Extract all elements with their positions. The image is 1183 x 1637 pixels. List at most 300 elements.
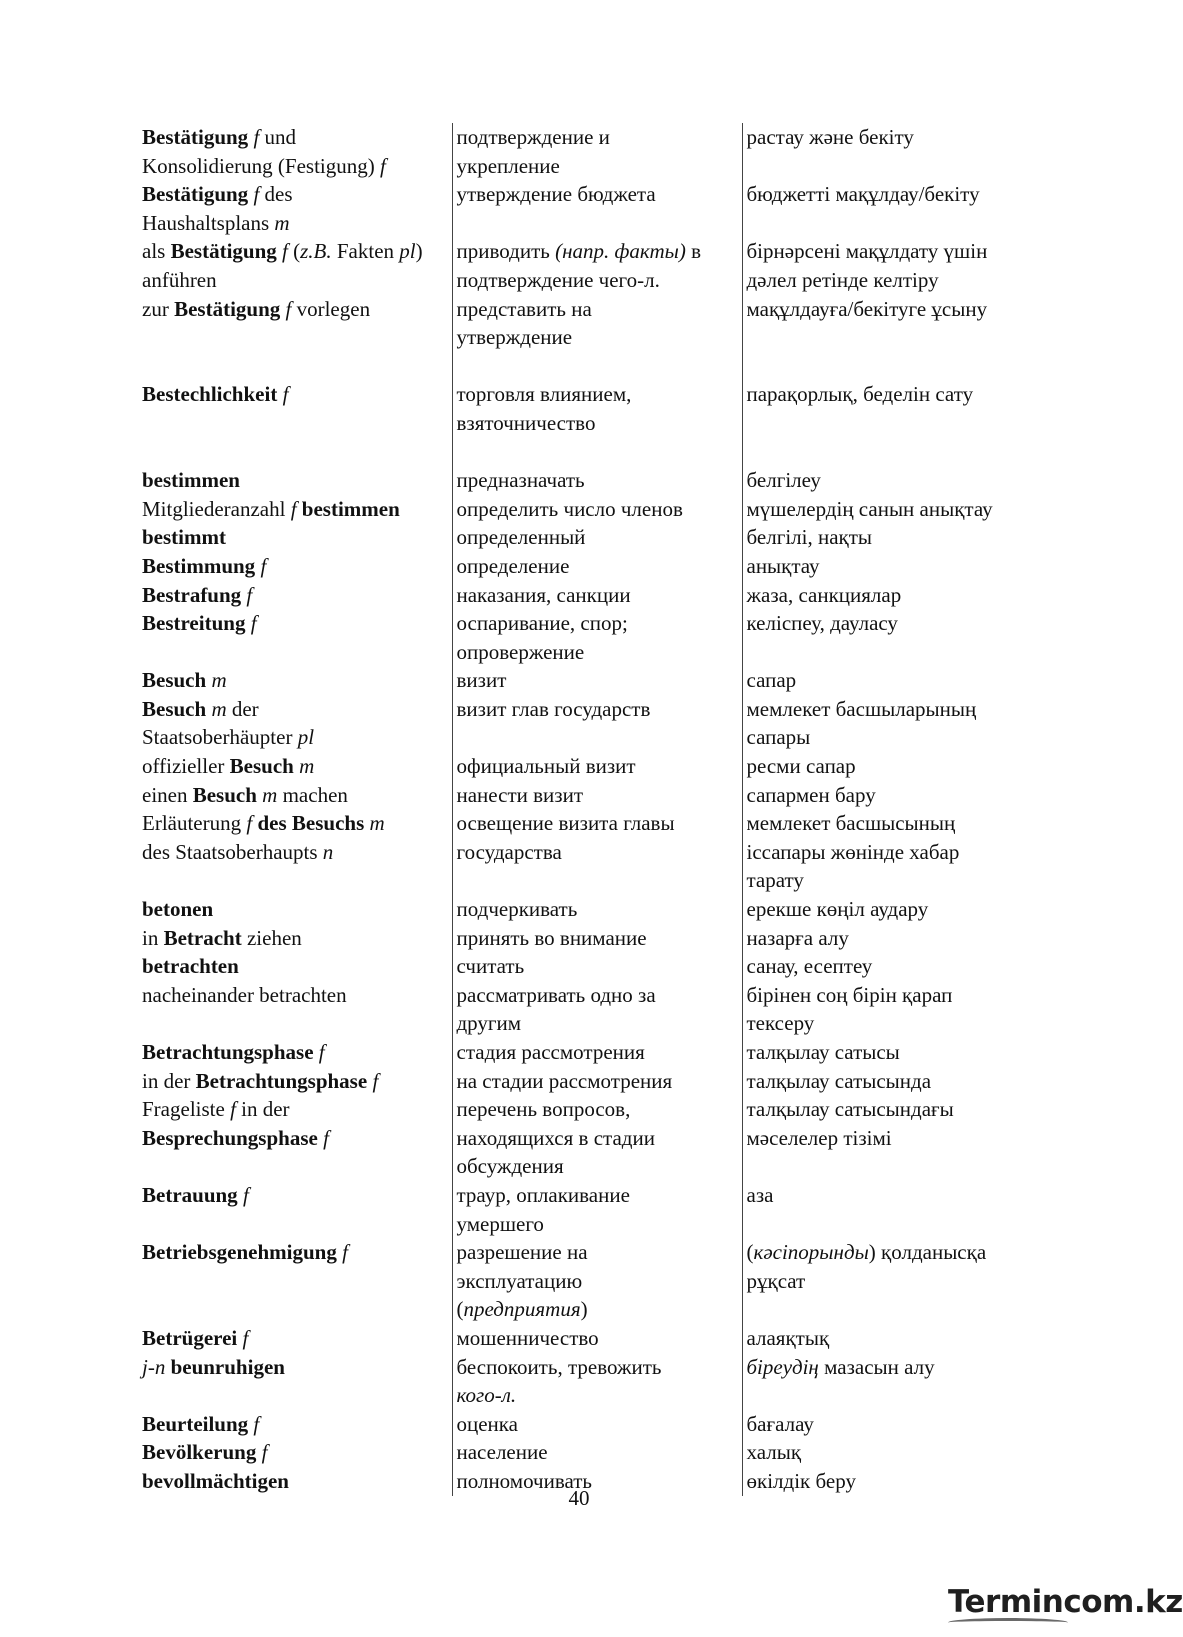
headword: betonen [142,897,214,922]
entry-line [142,781,452,810]
grammar-note: f [323,1125,329,1150]
kazakh-translation [742,895,1022,924]
grammar-note: m [274,210,290,235]
german-term [142,666,452,695]
text-segment: ) [580,1297,588,1322]
kazakh-translation [742,295,1022,352]
german-term [142,295,452,352]
entry-line [142,981,452,1010]
logo-text: Termincom.kz [948,1584,1183,1620]
entry-line [457,266,742,295]
text-segment: парақорлық, беделін сату [746,382,974,407]
entry-line [457,523,742,552]
text-segment: считать [456,954,525,979]
headword: Betrachtungsphase [142,1040,314,1064]
entry-line [747,895,1023,924]
kazakh-translation [742,495,1022,524]
german-term [142,581,452,610]
text-segment: халық [746,1440,802,1465]
entry-line [747,666,1023,695]
entry-line [457,752,742,781]
glossary-entry [142,609,1022,666]
text-segment: белгілі, нақты [746,525,873,550]
site-logo[interactable] [948,1580,1183,1628]
grammar-note: f [242,1325,249,1350]
text-segment: принять во внимание [456,925,647,950]
text-segment: стадия рассмотрения [456,1040,645,1064]
text-segment: находящихся в стадии [456,1125,655,1150]
text-segment: ( [287,239,301,264]
headword: Bestimmung [142,553,256,578]
german-term [142,1095,452,1181]
headword: Beurteilung [142,1411,249,1436]
russian-translation [452,981,742,1038]
text-segment: подтверждение чего-л. [456,267,660,292]
entry-line [457,466,742,495]
russian-translation [452,666,742,695]
text-segment: приводить [456,239,556,264]
russian-translation [452,924,742,953]
text-segment: мәселелер тізімі [746,1125,892,1150]
german-term [142,380,452,437]
entry-line [457,152,742,181]
entry-line [457,895,742,924]
text-segment: бірнәрсені мақұлдату үшін [746,239,988,264]
text-segment: vorlegen [291,296,371,321]
grammar-note: f [230,1097,236,1122]
headword: Bestechlichkeit [142,382,278,407]
headword: Besuch [192,782,257,807]
text-segment: und [259,125,297,149]
glossary-entry [142,895,1022,924]
german-term [142,123,452,180]
kazakh-translation [742,523,1022,552]
glossary-entry [142,123,1022,180]
text-segment: ) [415,239,423,264]
text-segment: нанести визит [456,782,583,807]
entry-line [142,1324,452,1353]
text-segment: мүшелердің санын анықтау [746,496,993,521]
text-segment: торговля влиянием, [456,382,632,407]
text-segment: in [142,925,164,950]
grammar-note: f [372,1068,379,1093]
entry-line [457,666,742,695]
entry-line [457,609,742,638]
glossary-entry [142,581,1022,610]
grammar-note: (напр. факты) [555,239,686,264]
text-segment: государства [456,839,562,864]
entry-line [747,1067,1023,1096]
text-segment: умершего [456,1211,544,1236]
entry-line [142,466,452,495]
text-segment: полномочивать [456,1468,592,1493]
kazakh-translation [742,1238,1022,1324]
grammar-note: n [322,839,334,864]
entry-line [142,581,452,610]
german-term [142,495,452,524]
glossary-entry [142,695,1022,752]
spacer-cell [452,438,742,467]
text-segment: Staatsoberhäupter [142,725,298,750]
text-segment: алаяқтық [746,1325,830,1350]
entry-line [142,209,452,238]
logo-swoosh-icon [948,1618,1068,1627]
kazakh-translation [742,581,1022,610]
german-term [142,1438,452,1467]
text-segment: мазасын алу [818,1354,935,1379]
entry-line [747,1324,1023,1353]
text-segment: іссапары жөнінде хабар [746,839,960,864]
text-segment: anführen [142,267,217,292]
entry-line [457,809,742,838]
glossary-entry [142,1353,1022,1410]
glossary-entry [142,666,1022,695]
text-segment: мемлекет басшысының [746,811,956,836]
headword: Bestätigung [142,182,249,207]
text-segment: санау, есептеу [746,954,873,979]
glossary-entry [142,981,1022,1038]
entry-line [457,1038,742,1067]
grammar-note: f [290,496,297,521]
entry-line [142,895,452,924]
kazakh-translation [742,609,1022,666]
entry-line [457,1267,742,1296]
german-term [142,981,452,1038]
german-term [142,237,452,294]
text-segment: сапар [746,668,797,693]
entry-line [747,809,1023,838]
russian-translation [452,1181,742,1238]
german-term [142,809,452,895]
text-segment: разрешение на [456,1240,588,1265]
grammar-note: z.B. [300,239,332,264]
glossary-entry [142,1067,1022,1096]
german-term [142,466,452,495]
text-segment: дәлел ретінде келтіру [746,267,939,292]
entry-line [142,152,452,181]
glossary-entry [142,1410,1022,1439]
text-segment: мемлекет басшыларының [746,696,977,721]
grammar-note: m [211,696,227,721]
entry-line [457,1381,742,1410]
text-segment: бағалау [746,1411,814,1436]
text-segment: в [685,239,701,264]
entry-line [747,924,1023,953]
headword: Bestätigung [142,125,249,149]
kazakh-translation [742,1410,1022,1439]
text-segment: анықтау [746,553,820,578]
entry-line [142,809,452,838]
glossary-entry [142,237,1022,294]
headword: des Besuchs [257,811,365,836]
text-segment: ерекше көңіл аудару [746,897,929,922]
german-term [142,552,452,581]
entry-line [747,981,1023,1010]
german-term [142,1410,452,1439]
headword: Bestreitung [142,611,246,636]
entry-line [457,1295,742,1324]
russian-translation [452,581,742,610]
entry-line [747,1353,1023,1382]
russian-translation [452,523,742,552]
kazakh-translation [742,552,1022,581]
text-segment: население [456,1440,548,1465]
headword: beunruhigen [170,1354,285,1379]
entry-line [457,838,742,867]
entry-line [457,1210,742,1239]
spacer-cell [742,438,1022,467]
text-segment: талқылау сатысындағы [746,1097,954,1122]
entry-line [747,123,1023,152]
text-segment: подчеркивать [456,897,578,922]
entry-line [142,609,452,638]
entry-line [457,123,742,152]
entry-line [457,495,742,524]
text-segment: наказания, санкции [456,582,631,607]
entry-line [747,1038,1023,1067]
text-segment: тексеру [746,1011,815,1036]
grammar-note: j-n [142,1354,166,1379]
text-segment: траур, оплакивание [456,1182,630,1207]
kazakh-translation [742,666,1022,695]
russian-translation [452,752,742,781]
glossary-entry [142,1095,1022,1181]
glossary-entry [142,1181,1022,1238]
grammar-note: pl [399,239,416,264]
entry-line [142,295,452,324]
headword: bestimmt [142,525,226,550]
glossary-entry [142,752,1022,781]
russian-translation [452,952,742,981]
kazakh-translation [742,981,1022,1038]
entry-line [747,1238,1023,1267]
spacer-cell [452,352,742,381]
grammar-note: f [342,1240,348,1265]
entry-line [142,1353,452,1382]
text-segment: назарға алу [746,925,849,950]
kazakh-translation [742,695,1022,752]
entry-line [142,1038,452,1067]
text-segment: ziehen [241,925,302,950]
text-segment: талқылау сатысы [746,1040,900,1064]
entry-line [457,924,742,953]
text-segment: беспокоить, тревожить [456,1354,662,1379]
text-segment: des [259,182,293,207]
grammar-note: m [211,668,227,693]
kazakh-translation [742,380,1022,437]
german-term [142,1067,452,1096]
text-segment: предназначать [456,468,585,493]
entry-line [457,237,742,266]
entry-line [747,1267,1023,1296]
german-term [142,752,452,781]
russian-translation [452,781,742,810]
glossary-entry [142,1238,1022,1324]
russian-translation [452,695,742,752]
german-term [142,952,452,981]
russian-translation [452,609,742,666]
grammar-note: f [246,582,253,607]
german-term [142,609,452,666]
grammar-note: f [246,811,253,836]
entry-line [142,552,452,581]
text-segment: сапармен бару [746,782,876,807]
entry-line [457,781,742,810]
kazakh-translation [742,1181,1022,1238]
russian-translation [452,380,742,437]
text-segment: Frageliste [142,1097,231,1122]
text-segment: представить на [456,296,592,321]
german-term [142,180,452,237]
text-segment: өкілдік беру [746,1468,856,1493]
entry-line [457,1152,742,1181]
russian-translation [452,123,742,180]
grammar-note: f [260,553,267,578]
spacer-cell [142,352,452,381]
glossary-entry [142,466,1022,495]
text-segment: утверждение бюджета [456,182,656,207]
entry-line [457,1124,742,1153]
entry-line [457,981,742,1010]
headword: Bestätigung [174,296,281,321]
german-term [142,1324,452,1353]
entry-line [457,638,742,667]
entry-line [142,1095,452,1124]
headword: bestimmen [142,468,240,493]
text-segment: Erläuterung [142,811,247,836]
german-term [142,1353,452,1410]
kazakh-translation [742,1324,1022,1353]
text-segment: перечень вопросов, [456,1097,631,1122]
text-segment: оценка [456,1411,519,1436]
kazakh-translation [742,809,1022,895]
russian-translation [452,237,742,294]
text-segment: утверждение [456,325,573,350]
entry-line [747,1009,1023,1038]
kazakh-translation [742,1438,1022,1467]
text-segment: in der [235,1097,290,1122]
text-segment: рұқсат [746,1268,806,1293]
entry-line [142,495,452,524]
headword: Betriebsgenehmigung [142,1240,337,1265]
text-segment: ресми сапар [746,754,856,779]
entry-line [747,295,1023,324]
russian-translation [452,295,742,352]
grammar-note: f [253,182,260,207]
entry-line [142,695,452,724]
text-segment: определение [456,553,570,578]
grammar-note: f [253,1411,260,1436]
headword: bevollmächtigen [142,1468,289,1493]
text-segment: Mitgliederanzahl [142,496,291,521]
headword: bestimmen [301,496,400,521]
entry-line [457,695,742,724]
entry-line [457,581,742,610]
grammar-note: m [369,811,385,836]
entry-line [747,380,1023,409]
grammar-note: f [250,611,257,636]
entry-line [457,1238,742,1267]
glossary-entry [142,523,1022,552]
text-segment: Konsolidierung (Festigung) [142,153,380,178]
headword: betrachten [142,954,239,979]
text-segment: der [226,696,259,721]
text-segment: аза [746,1182,774,1207]
entry-line [747,866,1023,895]
entry-line [142,838,452,867]
text-segment: in der [142,1068,196,1093]
russian-translation [452,466,742,495]
headword: Betrügerei [142,1325,238,1350]
entry-line [142,1238,452,1267]
entry-line [747,266,1023,295]
glossary-table [142,123,1022,1496]
text-segment: ) қолданысқа [868,1240,987,1265]
entry-line [747,752,1023,781]
entry-line [747,952,1023,981]
text-segment: визит [456,668,507,693]
entry-line [457,1181,742,1210]
german-term [142,695,452,752]
russian-translation [452,1038,742,1067]
grammar-note: f [285,296,292,321]
german-term [142,523,452,552]
headword: Betrauung [142,1182,238,1207]
entry-line [747,1438,1023,1467]
text-segment: талқылау сатысында [746,1068,932,1093]
entry-line [457,1095,742,1124]
text-segment: des Staatsoberhaupts [142,839,323,864]
german-term [142,1238,452,1324]
glossary-entry [142,952,1022,981]
entry-line [747,838,1023,867]
entry-line [747,466,1023,495]
entry-line [747,781,1023,810]
headword: Betracht [163,925,242,950]
text-segment: zur [142,296,175,321]
text-segment: сапары [746,725,811,750]
entry-line [747,523,1023,552]
russian-translation [452,1438,742,1467]
entry-line [747,180,1023,209]
entry-line [747,1410,1023,1439]
headword: Betrachtungsphase [195,1068,368,1093]
glossary-entry [142,1324,1022,1353]
text-segment: оспаривание, спор; [456,611,628,636]
russian-translation [452,1324,742,1353]
text-segment: жаза, санкциялар [746,582,902,607]
text-segment: взяточничество [456,410,596,435]
kazakh-translation [742,237,1022,294]
spacer-cell [142,438,452,467]
kazakh-translation [742,952,1022,981]
entry-line [142,266,452,295]
entry-line [142,666,452,695]
glossary-entry [142,924,1022,953]
entry-line [457,323,742,352]
russian-translation [452,1095,742,1181]
entry-line [142,1410,452,1439]
russian-translation [452,495,742,524]
entry-line [142,380,452,409]
text-segment: определить число членов [456,496,683,521]
entry-line [457,1438,742,1467]
grammar-note: предприятия [463,1297,581,1322]
entry-line [747,609,1023,638]
glossary-entry [142,1438,1022,1467]
text-segment: als [142,239,171,264]
glossary-entry [142,180,1022,237]
